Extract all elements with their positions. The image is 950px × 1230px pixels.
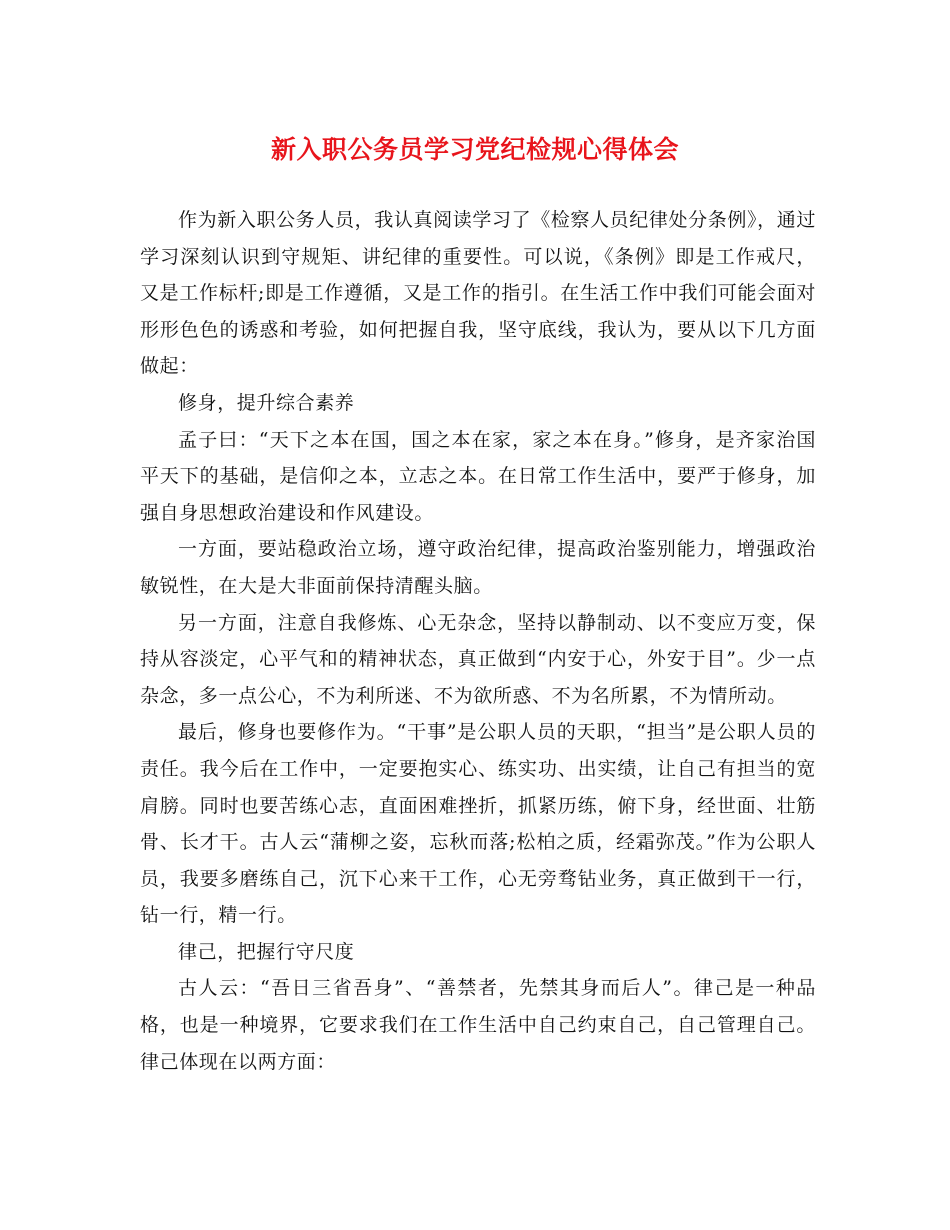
paragraph-political-stance: 一方面，要站稳政治立场，遵守政治纪律，提高政治鉴别能力，增强政治敏锐性，在大是大非面前保持清醒头脑。 <box>140 538 816 597</box>
paragraph-mencius: 孟子曰：“天下之本在国，国之本在家，家之本在身。”修身，是齐家治国平天下的基础，是信仰之本，立志之本。在日常工作生活中，要严于修身，加强自身思想政治建设和作风建设。 <box>140 428 816 524</box>
document-title: 新入职公务员学习党纪检规心得体会 <box>270 135 679 164</box>
paragraph-self-discipline-mind: 另一方面，注意自我修炼、心无杂念，坚持以静制动、以不变应万变，保持从容淡定，心平气和的精神状态，真正做到“内安于心，外安于目”。少一点杂念，多一点公心，不为利所迷、不为欲所惑、不为名所累，不为情所动。 <box>140 611 816 707</box>
paragraph-action: 最后，修身也要修作为。“干事”是公职人员的天职，“担当”是公职人员的责任。我今后在工作中，一定要抱实心、练实功、出实绩，让自己有担当的宽肩膀。同时也要苦练心志，直面困难挫折，抓紧历练，俯下身，经世面、壮筋骨、长才干。古人云“蒲柳之姿，忘秋而落;松柏之质，经霜弥茂。”作为公职人员，我要多磨练自己，沉下心来干工作，心无旁骛钻业务，真正做到干一行，钻一行，精一行。 <box>140 721 816 927</box>
paragraph-self-restraint: 古人云：“吾日三省吾身”、“善禁者，先禁其身而后人”。律己是一种品格，也是一种境界，它要求我们在工作生活中自己约束自己，自己管理自己。律己体现在以两方面： <box>140 977 816 1073</box>
section-heading-self-cultivation: 修身，提升综合素养 <box>178 391 355 414</box>
paragraph-intro: 作为新入职公务人员，我认真阅读学习了《检察人员纪律处分条例》，通过学习深刻认识到守规矩、讲纪律的重要性。可以说，《条例》即是工作戒尺，又是工作标杆;即是工作遵循，又是工作的指引。在生活工作中我们可能会面对形形色色的诱惑和考验，如何把握自我，坚守底线，我认为，要从以下几方面做起： <box>140 209 816 378</box>
section-heading-self-restraint: 律己，把握行守尺度 <box>178 940 355 963</box>
document-body <box>140 202 816 1080</box>
